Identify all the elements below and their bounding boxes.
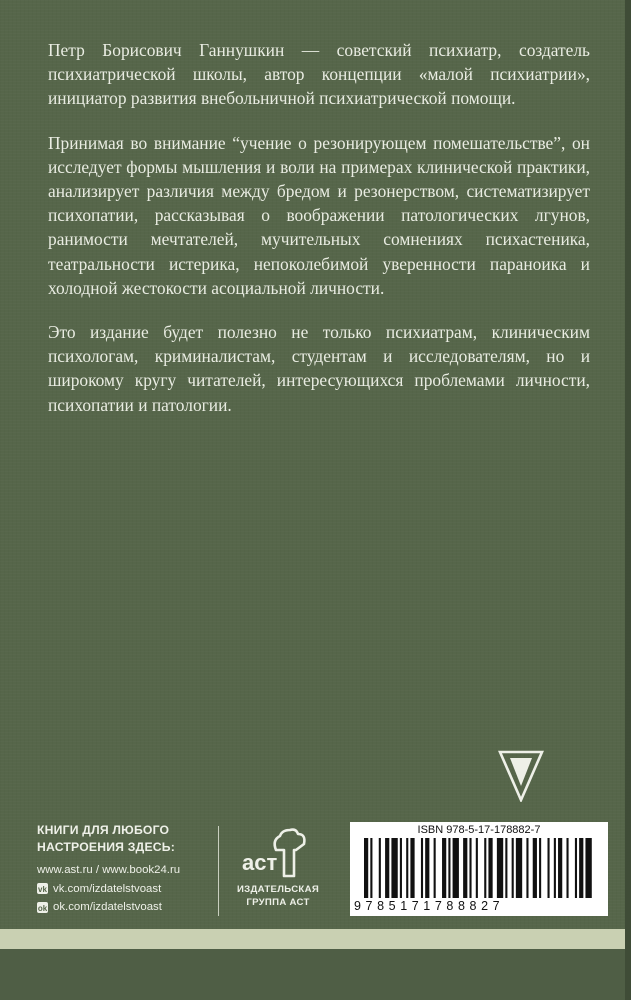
barcode-bar bbox=[364, 838, 368, 898]
barcode-bar bbox=[370, 838, 372, 898]
ast-logo-icon bbox=[238, 826, 318, 880]
description-paragraph-3: Это издание будет полезно не только психиатрам, клиническим психологам, криминалистам, студентам и исследователям, но и широкому кругу читателей, интересующихся проблемами личности, психопатии и патологии. bbox=[48, 322, 590, 415]
publisher-line-2: ГРУППА АСТ bbox=[246, 897, 310, 908]
barcode-bar bbox=[488, 838, 492, 898]
barcode-bar bbox=[558, 838, 562, 898]
barcode-bar bbox=[476, 838, 478, 898]
cover-edge bbox=[625, 0, 631, 1000]
ean-number: 9785171788827 bbox=[354, 899, 505, 913]
barcode-bars bbox=[364, 838, 596, 898]
publisher-block bbox=[228, 826, 328, 909]
promo-line-1: КНИГИ ДЛЯ ЛЮБОГО bbox=[37, 823, 170, 837]
isbn-label: ISBN 978-5-17-178882-7 bbox=[417, 824, 541, 836]
ast-logo-text: аст bbox=[242, 850, 278, 875]
description-paragraph-2: Принимая во внимание “учение о резонирующем помешательстве”, он исследует формы мышления и воли на примерах клинической практики, анализирует различия между бредом и резонерством, систематизирует психопатии, рассказывая о воображении патологических лгунов, ранимости мечтателей, мучительных сомнениях психастеника, театральности истерика, непоколебимой уверенности параноика и холодной жестокости асоциальной личности. bbox=[48, 132, 590, 298]
vk-link[interactable] bbox=[37, 880, 222, 899]
barcode-bar bbox=[410, 838, 414, 898]
barcode-bar bbox=[579, 838, 583, 898]
barcode-bar bbox=[575, 838, 577, 898]
ok-icon: ok bbox=[37, 903, 48, 913]
promo-block bbox=[37, 822, 222, 917]
barcode-bar bbox=[533, 838, 537, 898]
vk-icon: vk bbox=[38, 885, 47, 895]
barcode-bar bbox=[566, 838, 568, 898]
barcode-bar bbox=[453, 838, 459, 898]
barcode-bar bbox=[425, 838, 429, 898]
barcode-bar bbox=[526, 838, 528, 898]
barcode-bar bbox=[539, 838, 541, 898]
barcode-bar bbox=[469, 838, 471, 898]
barcode-bar bbox=[585, 838, 591, 898]
triangle-v-emblem-icon bbox=[498, 750, 544, 802]
barcode-bar bbox=[547, 838, 549, 898]
barcode-bar bbox=[379, 838, 381, 898]
barcode-bar bbox=[554, 838, 556, 898]
footer-divider bbox=[218, 826, 219, 916]
bottom-band bbox=[0, 929, 625, 949]
barcode-bar bbox=[505, 838, 507, 898]
ok-text: ok.com/izdatelstvoast bbox=[53, 901, 162, 913]
barcode-box bbox=[350, 822, 608, 916]
barcode-bar bbox=[448, 838, 450, 898]
description-paragraph-1: Петр Борисович Ганнушкин — советский психиатр, создатель психиатрической школы, автор концепции «малой психиатрии», инициатор развития внебольничной психиатрической помощи. bbox=[48, 40, 590, 109]
publisher-line-1: ИЗДАТЕЛЬСКАЯ bbox=[236, 884, 320, 895]
barcode-bar bbox=[400, 838, 402, 898]
barcode-bar bbox=[512, 838, 514, 898]
bottom-edge bbox=[0, 949, 625, 1000]
barcode-bar bbox=[516, 838, 522, 898]
barcode-bar bbox=[442, 838, 446, 898]
barcode-bar bbox=[463, 838, 467, 898]
barcode-bar bbox=[434, 838, 436, 898]
barcode-bar bbox=[391, 838, 397, 898]
websites-link[interactable] bbox=[37, 861, 222, 880]
barcode-bar bbox=[497, 838, 503, 898]
vk-text: vk.com/izdatelstvoast bbox=[53, 882, 162, 895]
barcode-bar bbox=[421, 838, 423, 898]
book-description bbox=[48, 38, 590, 437]
barcode-bar bbox=[406, 838, 408, 898]
websites-text: www.ast.ru / www.book24.ru bbox=[37, 864, 181, 876]
ok-link[interactable] bbox=[37, 898, 222, 917]
promo-line-2: НАСТРОЕНИЯ ЗДЕСЬ: bbox=[37, 840, 175, 854]
barcode-bar bbox=[484, 838, 486, 898]
barcode-bar bbox=[385, 838, 389, 898]
